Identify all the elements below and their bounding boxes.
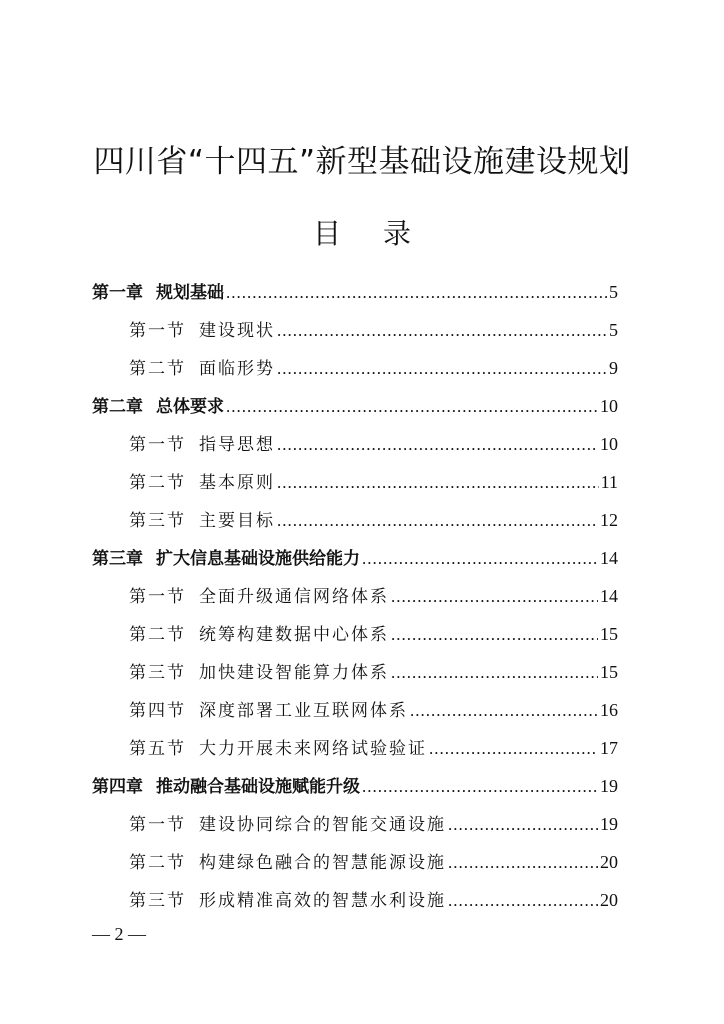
toc-entry-title: 全面升级通信网络体系 <box>199 587 389 607</box>
toc-chapter-entry[interactable] <box>92 273 618 311</box>
toc-entry-title: 规划基础 <box>156 283 224 303</box>
toc-section-entry[interactable] <box>92 843 618 881</box>
toc-entry-number: 第二节 <box>129 473 186 493</box>
toc-entry-number: 第一节 <box>129 321 186 341</box>
toc-chapter-entry[interactable] <box>92 539 618 577</box>
toc-entry-page-number: 12 <box>600 510 618 530</box>
toc-section-entry[interactable] <box>92 653 618 691</box>
toc-entry-number: 第三节 <box>129 891 186 911</box>
toc-entry-page-number: 10 <box>600 434 618 454</box>
toc-dot-leader <box>410 692 598 730</box>
toc-dot-leader <box>277 464 599 502</box>
toc-section-entry[interactable] <box>92 349 618 387</box>
toc-entry-label <box>129 654 389 692</box>
toc-dot-leader <box>226 274 607 312</box>
toc-dot-leader <box>362 540 598 578</box>
toc-dot-leader <box>448 806 598 844</box>
toc-entry-page-number: 14 <box>600 586 618 606</box>
toc-entry-page-number: 16 <box>600 700 618 720</box>
page-number-footer: — 2 — <box>92 924 146 944</box>
toc-entry-page-number: 15 <box>600 624 618 644</box>
toc-heading-right: 录 <box>383 217 412 250</box>
toc-entry-title: 建设协同综合的智能交通设施 <box>199 815 446 835</box>
toc-entry-label <box>92 274 224 312</box>
toc-chapter-entry[interactable] <box>92 767 618 805</box>
toc-entry-page-number: 20 <box>600 890 618 910</box>
toc-dot-leader <box>362 768 598 806</box>
toc-dot-leader <box>448 844 598 882</box>
toc-entry-number: 第三章 <box>92 549 143 569</box>
toc-entry-title: 总体要求 <box>156 397 224 417</box>
toc-entry-number: 第二章 <box>92 397 143 417</box>
toc-entry-label <box>129 882 446 920</box>
toc-entry-label <box>92 768 360 806</box>
toc-entry-label <box>129 806 446 844</box>
toc-entry-label <box>129 844 446 882</box>
toc-dot-leader <box>391 616 598 654</box>
toc-entry-number: 第三节 <box>129 511 186 531</box>
toc-entry-number: 第一节 <box>129 815 186 835</box>
toc-entry-title: 扩大信息基础设施供给能力 <box>156 549 360 569</box>
toc-entry-page-number: 17 <box>600 738 618 758</box>
toc-entry-title: 推动融合基础设施赋能升级 <box>156 777 360 797</box>
toc-section-entry[interactable] <box>92 805 618 843</box>
toc-dot-leader <box>448 882 598 920</box>
toc-entry-page-number: 15 <box>600 662 618 682</box>
toc-dot-leader <box>226 388 598 426</box>
toc-entry-title: 加快建设智能算力体系 <box>199 663 389 683</box>
toc-section-entry[interactable] <box>92 311 618 349</box>
toc-entry-label <box>129 578 389 616</box>
toc-entry-page-number: 9 <box>609 358 618 378</box>
toc-dot-leader <box>277 312 607 350</box>
toc-entry-label <box>129 312 275 350</box>
toc-heading-left: 目 <box>312 217 341 250</box>
toc-entry-label <box>129 730 427 768</box>
toc-heading <box>0 212 724 256</box>
toc-entry-title: 指导思想 <box>199 435 275 455</box>
toc-entry-page-number: 14 <box>600 548 618 568</box>
toc-entry-label <box>129 350 275 388</box>
toc-chapter-entry[interactable] <box>92 387 618 425</box>
toc-entry-number: 第二节 <box>129 359 186 379</box>
toc-entry-label <box>129 426 275 464</box>
toc-entry-label <box>129 616 389 654</box>
document-title: 四川省“十四五”新型基础设施建设规划 <box>93 144 631 180</box>
toc-dot-leader <box>277 426 598 464</box>
toc-entry-number: 第二节 <box>129 625 186 645</box>
table-of-contents <box>92 273 618 919</box>
toc-entry-number: 第二节 <box>129 853 186 873</box>
toc-entry-page-number: 10 <box>600 396 618 416</box>
toc-dot-leader <box>277 350 607 388</box>
toc-section-entry[interactable] <box>92 729 618 767</box>
toc-entry-title: 统筹构建数据中心体系 <box>199 625 389 645</box>
toc-entry-number: 第一章 <box>92 283 143 303</box>
toc-entry-number: 第四章 <box>92 777 143 797</box>
toc-entry-title: 面临形势 <box>199 359 275 379</box>
toc-entry-page-number: 19 <box>600 776 618 796</box>
toc-dot-leader <box>391 654 598 692</box>
toc-entry-page-number: 11 <box>600 472 618 492</box>
toc-section-entry[interactable] <box>92 615 618 653</box>
toc-entry-label <box>92 388 224 426</box>
toc-section-entry[interactable] <box>92 881 618 919</box>
toc-entry-title: 形成精准高效的智慧水利设施 <box>199 891 446 911</box>
toc-section-entry[interactable] <box>92 501 618 539</box>
toc-entry-page-number: 20 <box>600 852 618 872</box>
toc-entry-number: 第三节 <box>129 663 186 683</box>
toc-dot-leader <box>277 502 598 540</box>
toc-entry-page-number: 19 <box>600 814 618 834</box>
toc-entry-page-number: 5 <box>609 282 618 302</box>
toc-entry-label <box>129 464 275 502</box>
toc-entry-number: 第一节 <box>129 587 186 607</box>
toc-section-entry[interactable] <box>92 577 618 615</box>
toc-entry-label <box>129 502 275 540</box>
toc-entry-title: 基本原则 <box>199 473 275 493</box>
toc-entry-title: 主要目标 <box>199 511 275 531</box>
toc-entry-label <box>129 692 408 730</box>
toc-entry-title: 建设现状 <box>199 321 275 341</box>
toc-section-entry[interactable] <box>92 463 618 501</box>
toc-entry-number: 第五节 <box>129 739 186 759</box>
toc-entry-number: 第四节 <box>129 701 186 721</box>
toc-entry-title: 深度部署工业互联网体系 <box>199 701 408 721</box>
toc-entry-page-number: 5 <box>609 320 618 340</box>
toc-dot-leader <box>429 730 598 768</box>
toc-section-entry[interactable] <box>92 425 618 463</box>
toc-entry-title: 大力开展未来网络试验验证 <box>199 739 427 759</box>
toc-entry-number: 第一节 <box>129 435 186 455</box>
toc-entry-label <box>92 540 360 578</box>
toc-dot-leader <box>391 578 598 616</box>
toc-entry-title: 构建绿色融合的智慧能源设施 <box>199 853 446 873</box>
toc-section-entry[interactable] <box>92 691 618 729</box>
